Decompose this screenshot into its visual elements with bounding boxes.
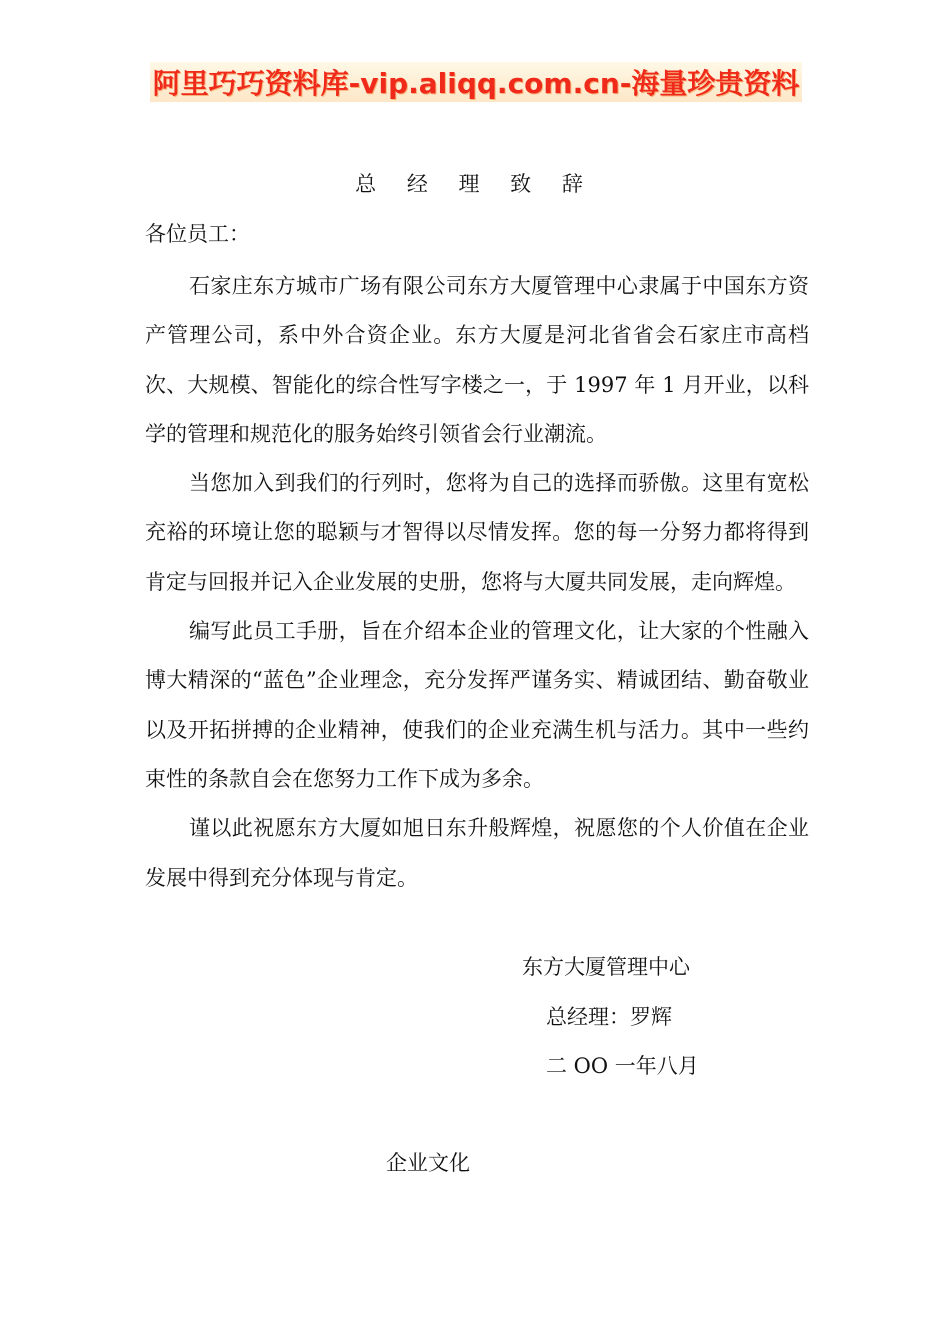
paragraph: 当您加入到我们的行列时，您将为自己的选择而骄傲。这里有宽松充裕的环境让您的聪颖与才智得以尽情发挥。您的每一分努力都将得到肯定与回报并记入企业发展的史册，您将与大厦共同发展，走向辉煌。	[145, 471, 809, 594]
letter-title: 总 经 理 致 辞	[355, 172, 595, 196]
signature-manager: 总经理：罗辉	[546, 1005, 672, 1029]
banner-text: 阿里巧巧资料库-vip.aliqq.com.cn-海量珍贵资料	[152, 67, 800, 100]
signature-organization: 东方大厦管理中心	[522, 955, 690, 979]
signature-date: 二 OO 一年八月	[546, 1054, 699, 1078]
letter-body	[145, 262, 809, 903]
paragraph: 石家庄东方城市广场有限公司东方大厦管理中心隶属于中国东方资产管理公司，系中外合资企业。东方大厦是河北省省会石家庄市高档次、大规模、智能化的综合性写字楼之一，于 1997 年 1 月开业，以科学的管理和规范化的服务始终引领省会行业潮流。	[145, 274, 809, 446]
salutation: 各位员工：	[145, 222, 250, 246]
paragraph: 编写此员工手册，旨在介绍本企业的管理文化，让大家的个性融入博大精深的“蓝色”企业理念，充分发挥严谨务实、精诚团结、勤奋敬业以及开拓拼搏的企业精神，使我们的企业充满生机与活力。其中一些约束性的条款自会在您努力工作下成为多余。	[145, 619, 809, 791]
section-title: 企业文化	[386, 1151, 470, 1175]
header-banner	[150, 62, 802, 102]
paragraph: 谨以此祝愿东方大厦如旭日东升般辉煌，祝愿您的个人价值在企业发展中得到充分体现与肯定。	[145, 816, 809, 890]
